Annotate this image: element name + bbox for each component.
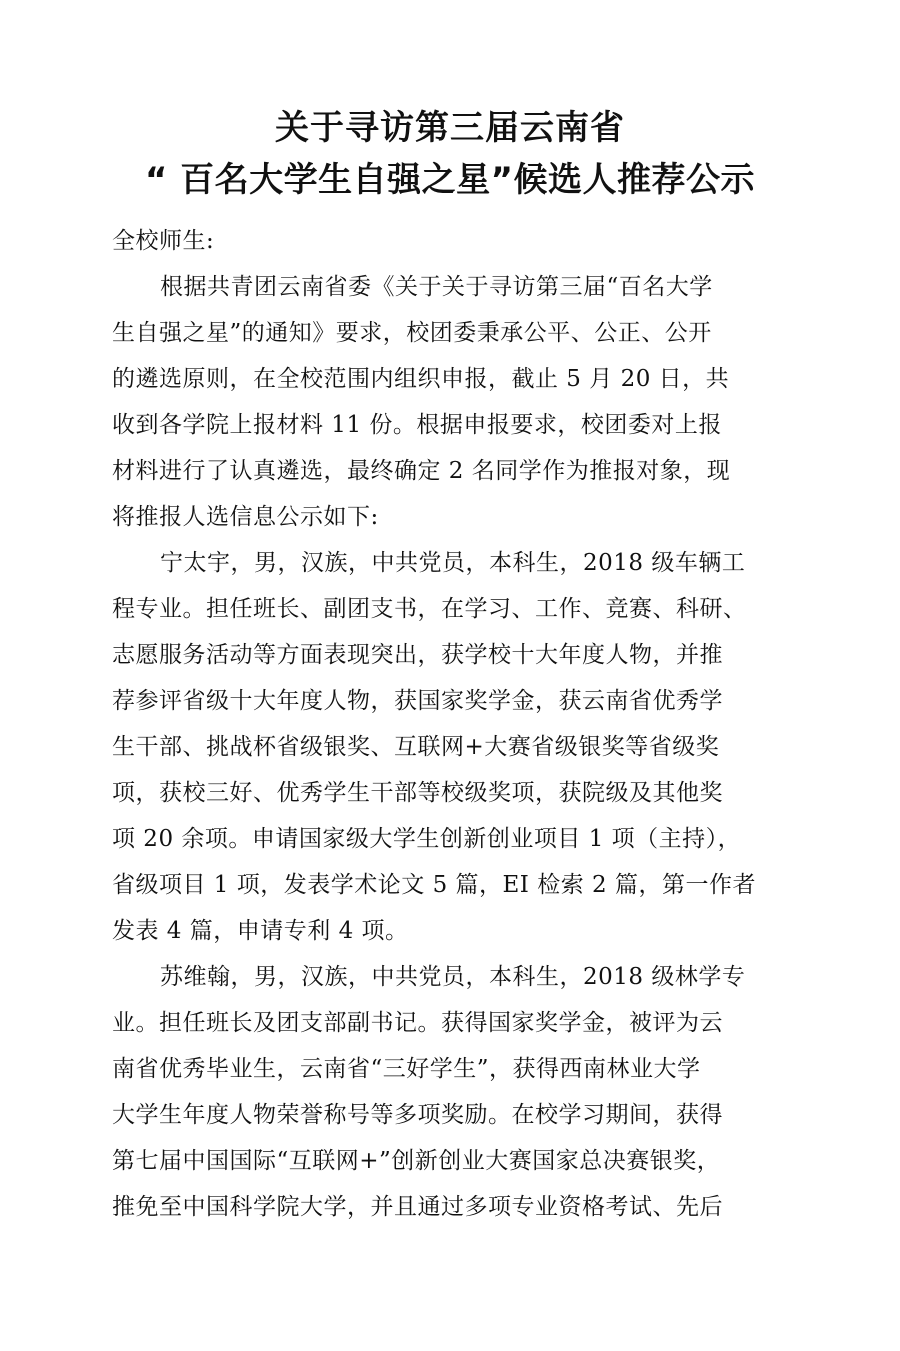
paragraph-3-line: 第七届中国国际“互联网+”创新创业大赛国家总决赛银奖， (112, 1148, 721, 1174)
paragraph-1-line: 的遴选原则，在全校范围内组织申报，截止 5 月 20 日，共 (112, 366, 730, 392)
paragraph-3-line: 南省优秀毕业生，云南省“三好学生”，获得西南林业大学 (112, 1056, 701, 1082)
paragraph-2-line: 荐参评省级十大年度人物，获国家奖学金，获云南省优秀学 (112, 688, 723, 714)
paragraph-2-line: 发表 4 篇，申请专利 4 项。 (112, 918, 409, 944)
paragraph-2-line: 省级项目 1 项，发表学术论文 5 篇，EI 检索 2 篇，第一作者 (112, 872, 756, 898)
paragraph-2-line: 志愿服务活动等方面表现突出，获学校十大年度人物，并推 (112, 642, 723, 668)
paragraph-1-line: 将推报人选信息公示如下: (112, 504, 379, 530)
paragraph-2-line: 宁太宇，男，汉族，中共党员，本科生，2018 级车辆工 (160, 550, 746, 576)
title-line-1: 关于寻访第三届云南省 (275, 108, 625, 148)
paragraph-1-line: 生自强之星”的通知》要求，校团委秉承公平、公正、公开 (112, 320, 712, 346)
paragraph-2-line: 程专业。担任班长、副团支书，在学习、工作、竞赛、科研、 (112, 596, 747, 622)
paragraph-2-line: 生干部、挑战杯省级银奖、互联网+大赛省级银奖等省级奖 (112, 734, 720, 760)
salutation: 全校师生: (112, 228, 215, 254)
paragraph-1-line: 材料进行了认真遴选，最终确定 2 名同学作为推报对象，现 (112, 458, 731, 484)
paragraph-3-line: 苏维翰，男，汉族，中共党员，本科生，2018 级林学专 (160, 964, 746, 990)
paragraph-1-line: 根据共青团云南省委《关于关于寻访第三届“百名大学 (160, 274, 713, 300)
paragraph-2-line: 项，获校三好、优秀学生干部等校级奖项，获院级及其他奖 (112, 780, 723, 806)
paragraph-3-line: 推免至中国科学院大学，并且通过多项专业资格考试、先后 (112, 1194, 723, 1220)
paragraph-3-line: 业。担任班长及团支部副书记。获得国家奖学金，被评为云 (112, 1010, 723, 1036)
paragraph-1-line: 收到各学院上报材料 11 份。根据申报要求，校团委对上报 (112, 412, 722, 438)
title-line-2: “ 百名大学生自强之星”候选人推荐公示 (144, 160, 756, 200)
paragraph-2-line: 项 20 余项。申请国家级大学生创新创业项目 1 项（主持）， (112, 826, 742, 852)
paragraph-3-line: 大学生年度人物荣誉称号等多项奖励。在校学习期间，获得 (112, 1102, 723, 1128)
